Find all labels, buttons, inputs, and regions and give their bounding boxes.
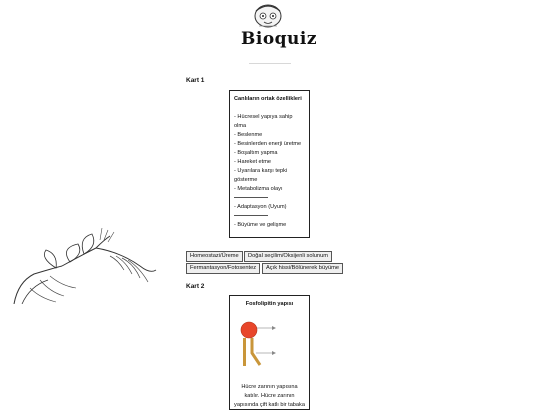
- card-1-item: - Besinlerden enerji üretme: [234, 141, 302, 147]
- card-1-item: - Boşaltım yapma: [234, 150, 278, 156]
- answer-button-homeostazi[interactable]: Homeostazi/Üreme: [186, 251, 243, 262]
- card-1-item: - Hareket etme: [234, 159, 271, 165]
- card-1: [229, 90, 310, 238]
- card-1-divider: [234, 215, 268, 216]
- card-2-body: Hücre zarının yapısına katılır. Hücre zarının yapısında çift katlı bir tabaka: [234, 384, 305, 408]
- card-1-divider: [234, 197, 268, 198]
- answer-button-fermantasyon[interactable]: Fermantasyon/Fotosentez: [186, 263, 260, 274]
- card-1-heading: Kart 1: [186, 77, 205, 84]
- card-1-title: Canlıların ortak özellikleri: [234, 96, 302, 102]
- card-2-heading: Kart 2: [186, 283, 205, 290]
- header-divider: [249, 63, 291, 64]
- card-1-item: - Adaptasyon (Uyum): [234, 204, 287, 210]
- answer-button-acik-hissi[interactable]: Açık hissi/Bölünerek büyüme: [262, 263, 343, 274]
- logo-text: Bioquiz: [241, 29, 318, 49]
- phospholipid-diagram: [234, 313, 306, 373]
- card-2-title: Fosfolipitin yapısı: [245, 301, 294, 307]
- card-1-item: - Metabolizma olayı: [234, 186, 283, 192]
- card-2: [229, 295, 310, 410]
- card-1-item: - Beslenme: [234, 132, 263, 138]
- answer-button-dogal-secilim[interactable]: Doğal seçilim/Oksijenli solunum: [244, 251, 332, 262]
- card-1-item: - Büyüme ve gelişme: [234, 222, 287, 228]
- card-1-item: - Uyarılara karşı tepki gösterme: [234, 168, 288, 183]
- card-1-item: - Hücresel yapıya sahip olma: [234, 114, 293, 129]
- plant-illustration: [0, 226, 160, 304]
